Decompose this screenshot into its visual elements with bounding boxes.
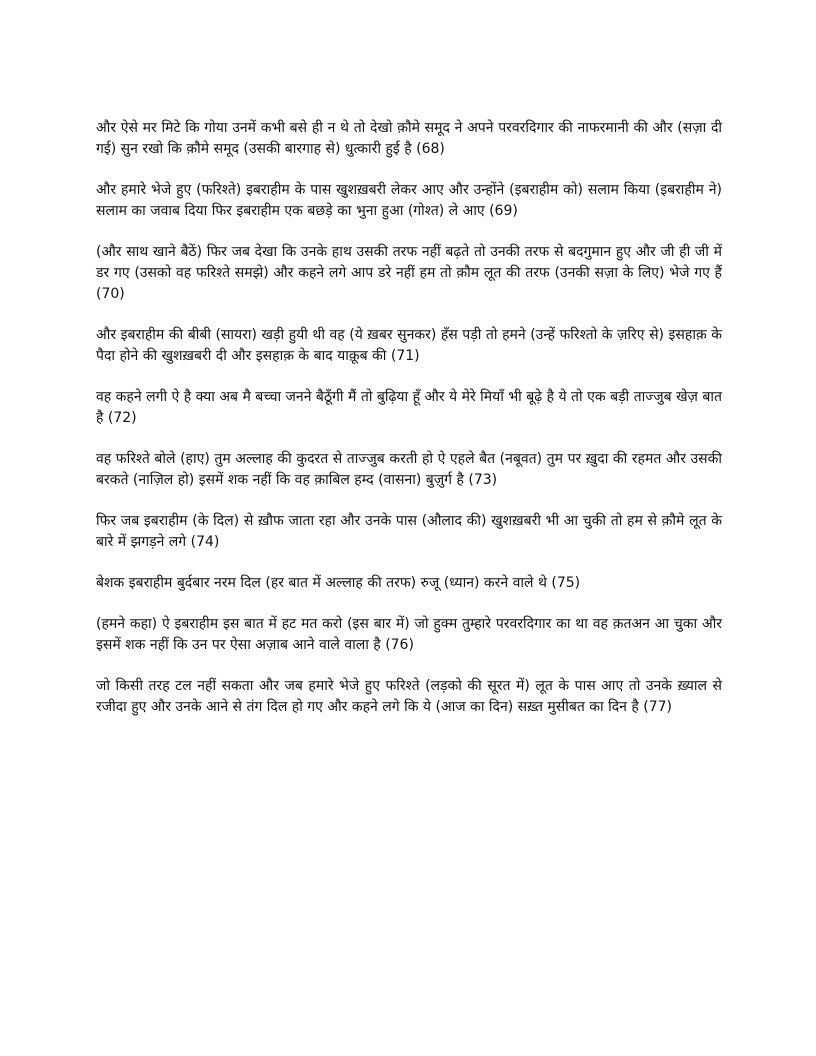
verse-68: और ऐसे मर मिटे कि गोया उनमें कभी बसे ही न थे तो देखो क़ौमे समूद ने अपने परवरदिगार की नाफरमानी की और (सज़ा दी गई) सुन रखो कि क़ौमे समूद (उसकी बारगाह से) धुत्कारी हुई है (68) bbox=[96, 120, 722, 157]
verse-77: जो किसी तरह टल नहीं सकता और जब हमारे भेजे हुए फरिश्ते (लड़को की सूरत में) लूत के पास आए तो उनके ख़्याल से रजीदा हुए और उनके आने से तंग दिल हो गए और कहने लगे कि ये (आज का दिन) सख़्त मुसीबत का दिन है (77) bbox=[96, 678, 722, 715]
verse-75: बेशक इबराहीम बुर्दबार नरम दिल (हर बात में अल्लाह की तरफ) रुजू (ध्यान) करने वाले थे (75) bbox=[96, 575, 581, 591]
verse-76: (हमने कहा) ऐ इबराहीम इस बात में हट मत करो (इस बार में) जो हुक्म तुम्हारे परवरदिगार का था वह क़तअन आ चुका और इसमें शक नहीं कि उन पर ऐसा अज़ाब आने वाले वाला है (76) bbox=[96, 616, 722, 653]
verse-71: और इबराहीम की बीबी (सायरा) खड़ी हुयी थी वह (ये ख़बर सुनकर) हँस पड़ी तो हमने (उन्हें फरिश्तो के ज़रिए से) इसहाक़ के पैदा होने की खुशख़बरी दी और इसहाक़ के बाद याक़ूब की (71) bbox=[96, 327, 722, 364]
verse-74: फिर जब इबराहीम (के दिल) से ख़ौफ जाता रहा और उनके पास (औलाद की) खुशख़बरी भी आ चुकी तो हम से क़ौमे लूत के बारे में झगड़ने लगे (74) bbox=[96, 513, 722, 550]
document-page bbox=[96, 118, 722, 738]
verse-70: (और साथ खाने बैठें) फिर जब देखा कि उनके हाथ उसकी तरफ नहीं बढ़ते तो उनकी तरफ से बदगुमान हुए और जी ही जी में डर गए (उसको वह फरिश्ते समझे) और कहने लगे आप डरे नहीं हम तो क़ौम लूत की तरफ (उनकी सज़ा के लिए) भेजे गए हैं (70) bbox=[96, 244, 722, 302]
verse-73: वह फरिश्ते बोले (हाए) तुम अल्लाह की कुदरत से ताज्जुब करती हो ऐ एहले बैत (नबूवत) तुम पर ख़ुदा की रहमत और उसकी बरकते (नाज़िल हो) इसमें शक नहीं कि वह क़ाबिल हम्द (वासना) बुज़ुर्ग है (73) bbox=[96, 451, 722, 488]
verse-72: वह कहने लगी ऐ है क्या अब मै बच्चा जनने बैठूँगी मैं तो बुढ़िया हूँ और ये मेरे मियाँ भी बूढ़े है ये तो एक बड़ी ताज्जुब खेज़ बात है (72) bbox=[96, 389, 722, 426]
verse-69: और हमारे भेजे हुए (फरिश्ते) इबराहीम के पास खुशख़बरी लेकर आए और उन्होंने (इबराहीम को) सलाम किया (इबराहीम ने) सलाम का जवाब दिया फिर इबराहीम एक बछड़े का भुना हुआ (गोश्त) ले आए (69) bbox=[96, 182, 722, 219]
